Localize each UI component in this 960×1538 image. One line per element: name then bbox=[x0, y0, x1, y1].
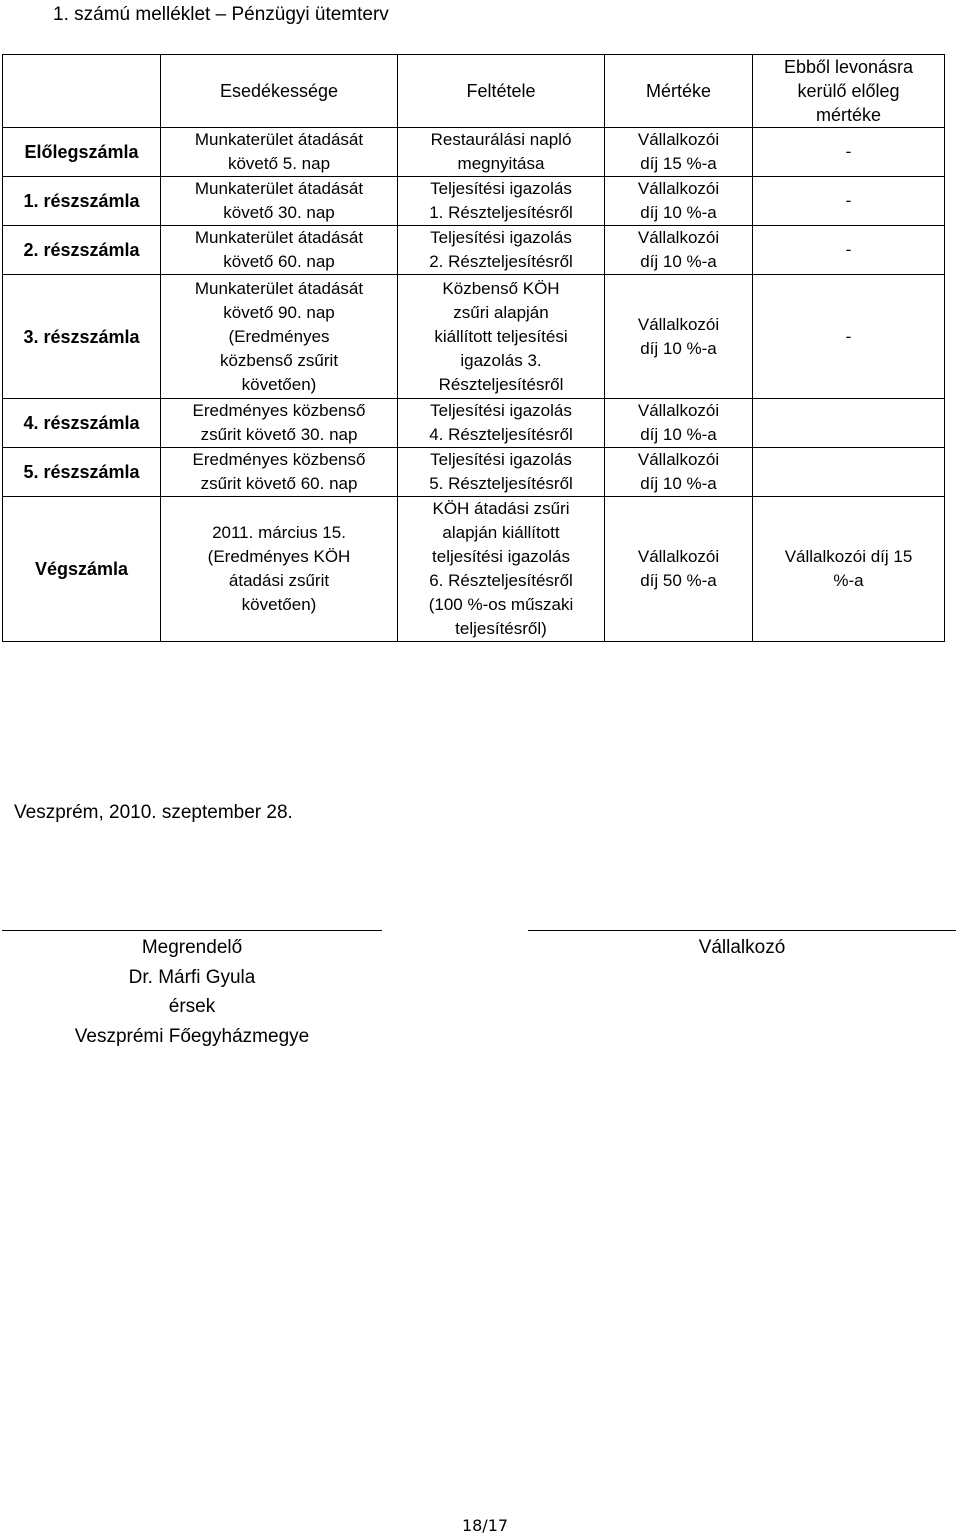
header-row-label bbox=[3, 55, 161, 128]
due-text: Munkaterület átadását követő 60. nap bbox=[194, 228, 364, 271]
advance-deduction-text: Vállalkozói díj 15 %-a bbox=[784, 547, 913, 590]
due-text: Eredményes közbenső zsűrit követő 30. nap bbox=[192, 401, 366, 444]
due-cell bbox=[161, 128, 398, 177]
row-label: Előlegszámla bbox=[3, 128, 161, 177]
condition-text: Közbenső KÖH zsűri alapján kiállított teljesítési igazolás 3. Részteljesítésről bbox=[434, 278, 568, 394]
amount-cell bbox=[605, 275, 753, 399]
amount-cell bbox=[605, 497, 753, 642]
amount-cell bbox=[605, 399, 753, 448]
header-amount-text: Mértéke bbox=[645, 81, 712, 101]
advance-deduction-cell bbox=[753, 448, 945, 497]
due-cell bbox=[161, 399, 398, 448]
condition-cell bbox=[398, 497, 605, 642]
advance-deduction-cell bbox=[753, 226, 945, 275]
condition-text: Teljesítési igazolás 4. Részteljesítésről bbox=[429, 401, 573, 444]
advance-deduction-text: - bbox=[845, 191, 852, 210]
header-condition bbox=[398, 55, 605, 128]
row-label: 2. részszámla bbox=[3, 226, 161, 275]
table-header-row bbox=[3, 55, 945, 128]
customer-title: érsek bbox=[168, 996, 216, 1017]
page-number: 18/17 bbox=[461, 1516, 509, 1535]
table-row bbox=[3, 275, 945, 399]
row-label: Végszámla bbox=[3, 497, 161, 642]
customer-role: Megrendelő bbox=[141, 937, 243, 958]
due-text: Munkaterület átadását követő 90. nap (Eredményes közbenső zsűrit követően) bbox=[194, 278, 364, 394]
header-due-text: Esedékessége bbox=[219, 81, 339, 101]
amount-text: Vállalkozói díj 50 %-a bbox=[637, 547, 720, 590]
amount-text: Vállalkozói díj 10 %-a bbox=[637, 401, 720, 444]
advance-deduction-text: - bbox=[845, 240, 852, 259]
advance-deduction-text: - bbox=[845, 142, 852, 161]
table-row bbox=[3, 497, 945, 642]
condition-text: Teljesítési igazolás 5. Részteljesítésről bbox=[429, 450, 573, 493]
due-cell bbox=[161, 226, 398, 275]
advance-deduction-cell bbox=[753, 497, 945, 642]
condition-cell bbox=[398, 275, 605, 399]
table-row bbox=[3, 448, 945, 497]
contractor-signature-block bbox=[528, 933, 956, 963]
header-due bbox=[161, 55, 398, 128]
condition-text: Teljesítési igazolás 1. Részteljesítésről bbox=[429, 179, 573, 222]
contractor-signature-line bbox=[528, 930, 956, 931]
amount-cell bbox=[605, 226, 753, 275]
document-title: 1. számú melléklet – Pénzügyi ütemterv bbox=[53, 4, 389, 25]
amount-cell bbox=[605, 177, 753, 226]
row-label: 4. részszámla bbox=[3, 399, 161, 448]
table-row bbox=[3, 226, 945, 275]
condition-text: Restaurálási napló megnyitása bbox=[430, 130, 572, 173]
customer-organization: Veszprémi Főegyházmegye bbox=[74, 1025, 310, 1047]
header-amount bbox=[605, 55, 753, 128]
condition-cell bbox=[398, 448, 605, 497]
due-text: 2011. március 15. (Eredményes KÖH átadási zsűrit követően) bbox=[207, 523, 351, 614]
amount-text: Vállalkozói díj 10 %-a bbox=[637, 450, 720, 493]
advance-deduction-text: - bbox=[845, 326, 852, 346]
table-row bbox=[3, 177, 945, 226]
due-text: Munkaterület átadását követő 5. nap bbox=[194, 130, 364, 173]
amount-text: Vállalkozói díj 10 %-a bbox=[637, 228, 720, 271]
row-label: 5. részszámla bbox=[3, 448, 161, 497]
due-cell bbox=[161, 497, 398, 642]
due-text: Eredményes közbenső zsűrit követő 60. nap bbox=[192, 450, 366, 493]
header-condition-text: Feltétele bbox=[466, 81, 536, 101]
advance-deduction-cell bbox=[753, 275, 945, 399]
advance-deduction-cell bbox=[753, 177, 945, 226]
condition-text: KÖH átadási zsűri alapján kiállított teljesítési igazolás 6. Részteljesítésről (100 %-os műszaki teljesítésről) bbox=[428, 499, 574, 638]
condition-cell bbox=[398, 226, 605, 275]
amount-text: Vállalkozói díj 15 %-a bbox=[637, 130, 720, 173]
place-and-date: Veszprém, 2010. szeptember 28. bbox=[14, 802, 293, 823]
customer-signature-block bbox=[2, 933, 382, 1051]
due-text: Munkaterület átadását követő 30. nap bbox=[194, 179, 364, 222]
row-label: 1. részszámla bbox=[3, 177, 161, 226]
contractor-role: Vállalkozó bbox=[698, 937, 786, 958]
advance-deduction-cell bbox=[753, 128, 945, 177]
header-advance-deduction bbox=[753, 55, 945, 128]
header-advance-deduction-text: Ebből levonásra kerülő előleg mértéke bbox=[783, 57, 914, 125]
table-row bbox=[3, 399, 945, 448]
due-cell bbox=[161, 275, 398, 399]
condition-cell bbox=[398, 128, 605, 177]
condition-text: Teljesítési igazolás 2. Részteljesítésről bbox=[429, 228, 573, 271]
table-row bbox=[3, 128, 945, 177]
advance-deduction-cell bbox=[753, 399, 945, 448]
customer-signature-line bbox=[2, 930, 382, 931]
due-cell bbox=[161, 177, 398, 226]
customer-name: Dr. Márfi Gyula bbox=[128, 966, 256, 988]
amount-text: Vállalkozói díj 10 %-a bbox=[637, 179, 720, 222]
amount-cell bbox=[605, 448, 753, 497]
amount-text: Vállalkozói díj 10 %-a bbox=[637, 314, 720, 358]
condition-cell bbox=[398, 177, 605, 226]
due-cell bbox=[161, 448, 398, 497]
payment-schedule-table bbox=[2, 54, 945, 642]
row-label: 3. részszámla bbox=[3, 275, 161, 399]
amount-cell bbox=[605, 128, 753, 177]
condition-cell bbox=[398, 399, 605, 448]
